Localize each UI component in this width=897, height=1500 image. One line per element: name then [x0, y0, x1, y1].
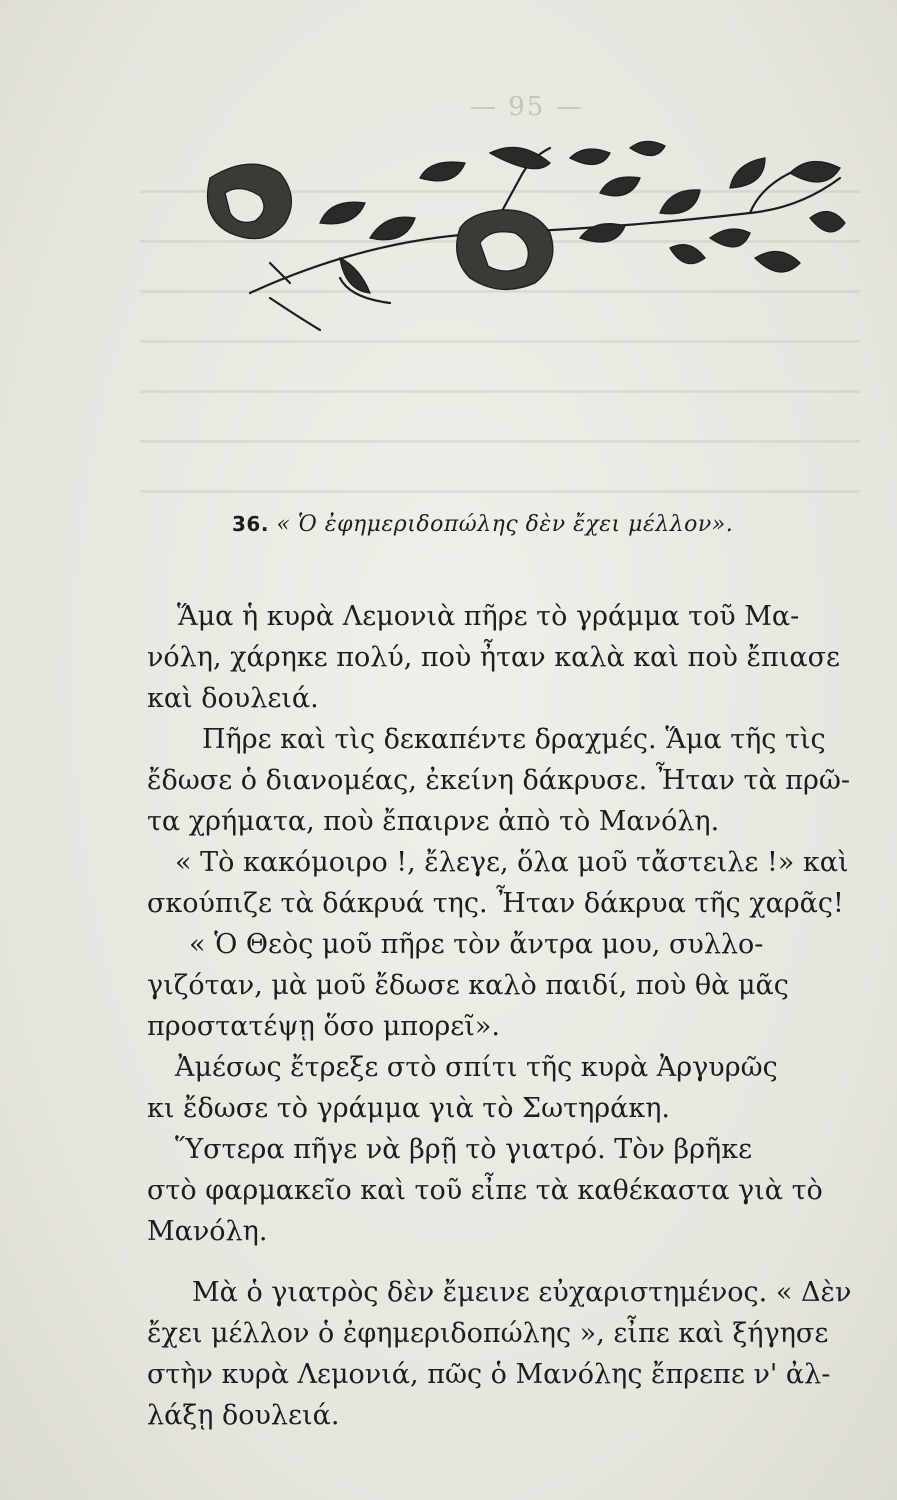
chapter-title: « Ὁ ἐφημεριδοπώλης δὲν ἔχει μέλλον». — [276, 512, 734, 537]
text-line: στὴν κυρὰ Λεμονιά, πῶς ὁ Μανόλης ἔπρεπε ν' ἀλ- — [147, 1359, 831, 1390]
chapter-number: 36. — [232, 512, 269, 536]
chapter-heading — [232, 512, 832, 537]
rose-vignette-icon — [190, 118, 850, 333]
text-line: Ἀμέσως ἔτρεξε στὸ σπίτι τῆς κυρὰ Ἀργυρῶς — [175, 1052, 778, 1083]
text-line: ἔχει μέλλον ὁ ἐφημεριδοπώλης », εἶπε καὶ ξήγησε — [147, 1318, 829, 1349]
text-line: λάξῃ δουλειά. — [147, 1400, 340, 1431]
text-line: τα χρήματα, ποὺ ἔπαιρνε ἀπὸ τὸ Μανόλη. — [147, 806, 720, 837]
text-line: Ὕστερα πῆγε νὰ βρῇ τὸ γιατρό. Τὸν βρῆκε — [175, 1134, 753, 1165]
text-line: Μὰ ὁ γιατρὸς δὲν ἔμεινε εὐχαριστημένος. « Δὲν — [192, 1277, 852, 1308]
text-line: « Τὸ κακόμοιρο !, ἔλεγε, ὅλα μοῦ τἄστειλε !» καὶ — [175, 847, 849, 878]
text-line: σκούπιζε τὰ δάκρυά της. Ἦταν δάκρυα τῆς χαρᾶς! — [147, 888, 844, 919]
page-number: — 95 — — [470, 92, 584, 122]
text-line: στὸ φαρμακεῖο καὶ τοῦ εἶπε τὰ καθέκαστα γιὰ τὸ — [147, 1175, 823, 1206]
text-line: προστατέψῃ ὅσο μπορεῖ». — [147, 1011, 500, 1042]
text-line: « Ὁ Θεὸς μοῦ πῆρε τὸν ἄντρα μου, συλλο- — [189, 929, 764, 960]
text-line: γιζόταν, μὰ μοῦ ἔδωσε καλὸ παιδί, ποὺ θὰ μᾶς — [147, 970, 789, 1001]
text-line: ἔδωσε ὁ διανομέας, ἐκείνη δάκρυσε. Ἦταν τὰ πρῶ- — [147, 765, 851, 796]
text-line: κι ἔδωσε τὸ γράμμα γιὰ τὸ Σωτηράκη. — [147, 1093, 671, 1124]
text-line: Πῆρε καὶ τὶς δεκαπέντε δραχμές. Ἅμα τῆς τὶς — [202, 724, 826, 755]
text-line: καὶ δουλειά. — [147, 683, 319, 714]
text-line: νόλη, χάρηκε πολύ, ποὺ ἦταν καλὰ καὶ ποὺ ἔπιασε — [147, 642, 841, 673]
text-line: Ἅμα ἡ κυρὰ Λεμονιὰ πῆρε τὸ γράμμα τοῦ Μα- — [177, 601, 800, 632]
body-text — [147, 596, 869, 1436]
text-line: Μανόλη. — [147, 1216, 268, 1247]
